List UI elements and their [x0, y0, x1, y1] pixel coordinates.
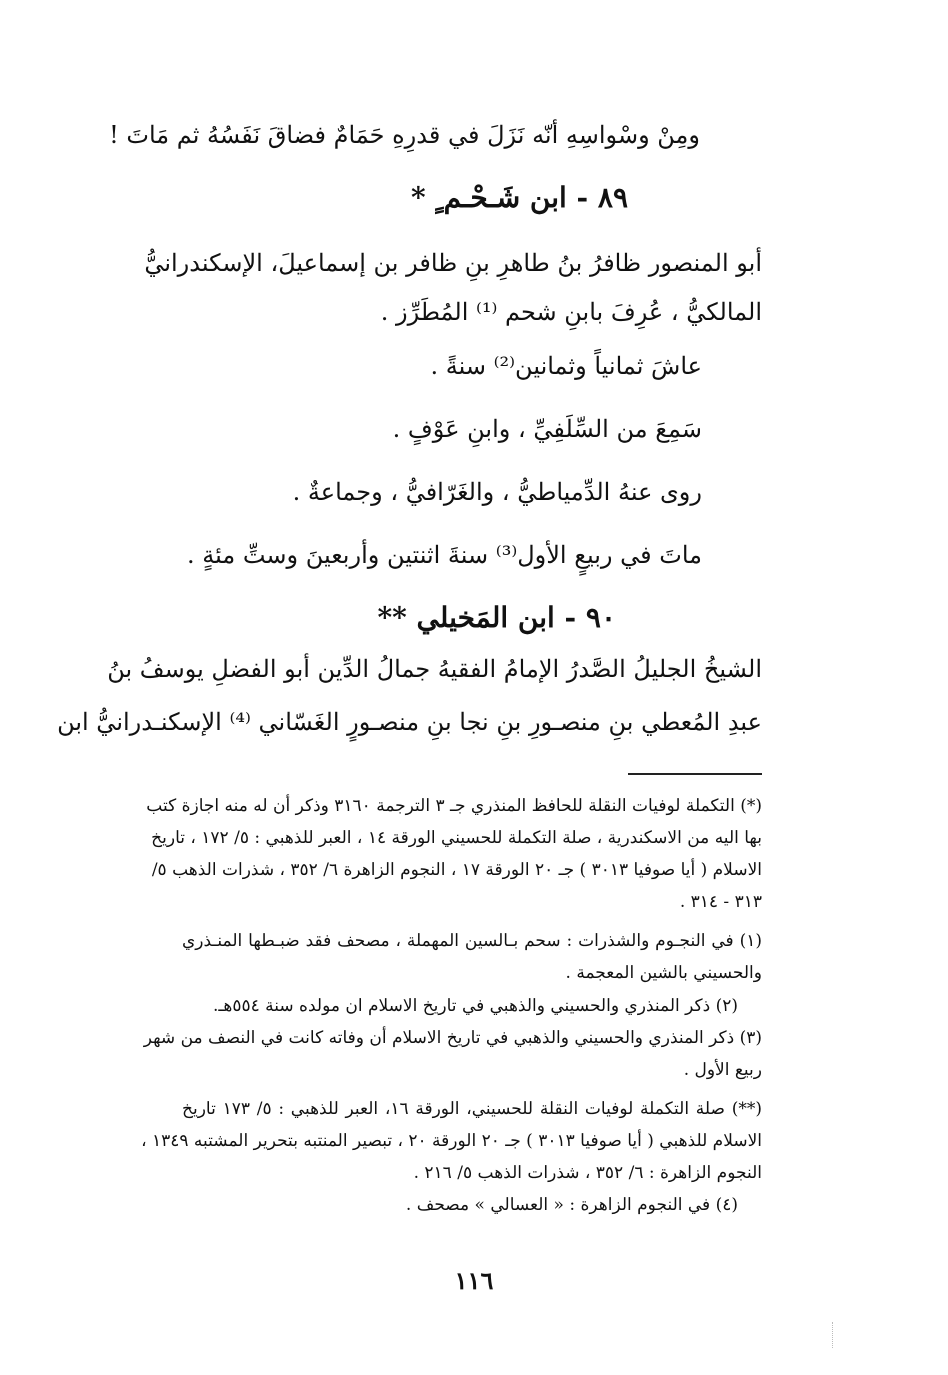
footnote-line: والحسيني بالشين المعجمة . — [565, 963, 762, 983]
entry-89-line-4: سَمِعَ من السِّلَفِيِّ ، وابنِ عَوْفٍ . — [392, 415, 702, 443]
footnote-line: (٣) ذكر المنذري والحسيني والذهبي في تاريخ الاسلام أن وفاته كانت في النصف من شهر — [143, 1028, 762, 1048]
footnote-line: (٤) في النجوم الزاهرة : « العسالي » مصحف . — [405, 1195, 738, 1215]
top-line: ومِنْ وسْواسِهِ أنّه نَزَلَ في قدرِهِ حَمَامٌ فضاقَ نَفَسُهُ ثم مَاتَ ! — [109, 121, 700, 149]
footnote-line: ٣١٣ - ٣١٤ . — [679, 892, 762, 912]
footnote-line: الاسلام ( أيا صوفيا ٣٠١٣ ) جـ ٢٠ الورقة ١٧ ، النجوم الزاهرة ٦/ ٣٥٢ ، شذرات الذهب ٥/ — [151, 860, 762, 880]
entry-90-heading: ٩٠ - ابن المَخيلي ** — [377, 601, 616, 634]
footnote-line: ربيع الأول . — [683, 1060, 762, 1080]
entry-89-line-6: ماتَ في ربيعٍ الأول⁽³⁾ سنةَ اثنتين وأربعينَ وستِّ مئةٍ . — [186, 541, 702, 569]
footnote-line: النجوم الزاهرة : ٦/ ٣٥٢ ، شذرات الذهب ٥/ ٢١٦ . — [413, 1163, 762, 1183]
entry-89-heading: ٨٩ - ابن شَـحْـم ٍ * — [411, 181, 628, 214]
footnote-line: (١) في النجـوم والشذرات : سحم بـالسين المهملة ، مصحف فقد ضبـطها المنـذري — [182, 931, 762, 951]
page-number: ١١٦ — [454, 1266, 494, 1295]
footnote-line: الاسلام للذهبي ( أيا صوفيا ٣٠١٣ ) جـ ٢٠ الورقة ٢٠ ، تبصير المنتبه بتحرير المشتبه ١٣٤٩ ، — [141, 1131, 762, 1151]
scan-artifact — [832, 1322, 834, 1348]
footnote-line: بها اليه من الاسكندرية ، صلة التكملة للحسيني الورقة ١٤ ، العبر للذهبي : ٥/ ١٧٢ ، تاريخ — [151, 828, 762, 848]
entry-89-line-5: روى عنهُ الدِّمياطيُّ ، والغَرّافيُّ ، وجماعةٌ . — [292, 478, 702, 506]
footnote-line: (**) صلة التكملة لوفيات النقلة للحسيني، الورقة ١٦، العبر للذهبي : ٥/ ١٧٣ تاريخ — [182, 1099, 762, 1119]
entry-89-line-2: المالكيُّ ، عُرِفَ بابنِ شحم ⁽¹⁾ المُطَرِّز . — [380, 298, 762, 326]
footnote-line: (*) التكملة لوفيات النقلة للحافظ المنذري جـ ٣ الترجمة ٣١٦٠ وذكر أن له منه اجازة كتب — [146, 796, 762, 816]
footnote-line: (٢) ذكر المنذري والحسيني والذهبي في تاريخ الاسلام ان مولده سنة ٥٥٤هـ. — [213, 996, 738, 1016]
entry-90-line-1: الشيخُ الجليلُ الصَّدرُ الإمامُ الفقيهُ جمالُ الدِّين أبو الفضلِ يوسفُ بنُ — [107, 655, 762, 683]
entry-89-line-3: عاشَ ثمانياً وثمانين⁽²⁾ سنةً . — [430, 352, 702, 380]
footnote-separator — [628, 773, 762, 775]
entry-89-line-1: أبو المنصور ظافرُ بنُ طاهرِ بنِ ظافر بن إسماعيلَ، الإسكندرانيُّ — [144, 249, 762, 277]
entry-90-line-2: عبدِ المُعطي بنِ منصـورِ بنِ نجا بنِ منصـورٍ الغَسّاني ⁽⁴⁾ الإسكنـدرانيُّ ابن — [57, 708, 762, 736]
